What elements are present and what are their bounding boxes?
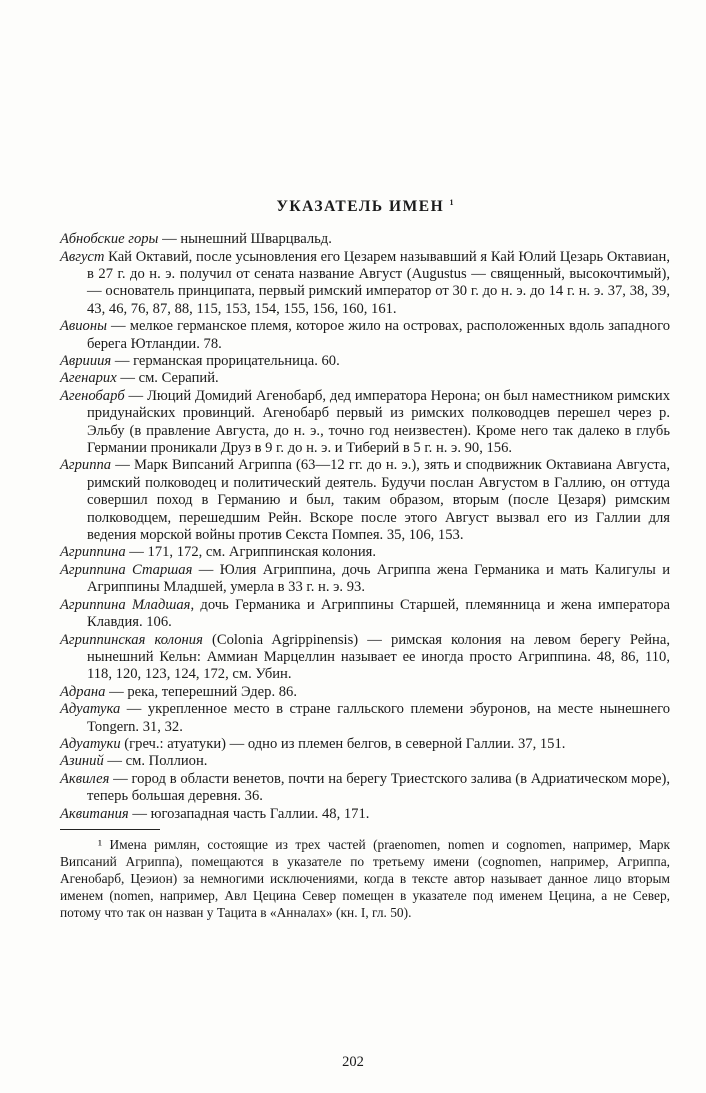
entry-text: — река, теперешний Эдер. 86. (105, 683, 297, 700)
entry-text: — Марк Випсаний Агриппа (63—12 гг. до н. э.), зять и сподвижник Октавиана Августа, римский полководец и политический деятель. Будучи послан Августом в Галлию, он оттуда совершил поход в Германию и был, таким образом, вторым (после Цезаря) римским полководцем, перешедшим Рейн. Вскоре после этого Август вызвал его из Галлии для ведения морской войны против Секста Помпея. 35, 106, 153. (87, 457, 670, 544)
entry-headword: Азиний (60, 753, 104, 770)
index-entry (60, 457, 670, 544)
entry-text: — см. Серапий. (116, 370, 219, 387)
title-text: УКАЗАТЕЛЬ ИМЕН (276, 198, 445, 216)
entry-headword: Адуатука (60, 701, 121, 718)
entry-headword: Агриппина Младшая (60, 596, 191, 613)
index-entry (60, 231, 670, 248)
entry-text: Кай Октавий, после усыновления его Цезарем называвший я Кай Юлий Цезарь Октавиан, в 27 г. до н. э. получил от сената название Август (Augustus — священный, высокочтимый), — основатель принципата, первый римский император от 30 г. до н. э. до 14 г. н. э. 37, 38, 39, 43, 46, 76, 87, 88, 115, 153, 154, 155, 156, 160, 161. (87, 248, 670, 317)
entry-headword: Адрана (60, 683, 106, 700)
entry-text: — см. Поллион. (103, 753, 208, 770)
entry-headword: Абнобские горы (60, 231, 159, 248)
index-entry (60, 701, 670, 736)
entry-text: — мелкое германское племя, которое жило на островах, расположенных вдоль западного берега Ютландии. 78. (87, 318, 670, 352)
entry-headword: Адуатуки (60, 735, 121, 752)
entry-text: (Colonia Agrippinensis) — римская колония на левом берегу Рейна, нынешний Кельн: Аммиан Марцеллин называет ее иногда просто Агриппина. 48, 86, 110, 118, 120, 123, 124, 172, см. Убин. (87, 631, 670, 683)
index-entry (60, 544, 670, 561)
index-entry (60, 684, 670, 701)
title-footnote-marker: 1 (449, 198, 454, 207)
entry-text: , дочь Германика и Агриппины Старшей, племянница и жена императора Клавдия. 106. (87, 596, 670, 631)
entry-text: — город в области венетов, почти на берегу Триестского залива (в Адриатическом море), теперь большая деревня. 36. (87, 770, 670, 805)
index-entry (60, 353, 670, 370)
entry-headword: Агриппинская колония (60, 631, 203, 648)
index-entry (60, 597, 670, 632)
footnote: ¹ Имена римлян, состоящие из трех частей (praenomen, nomen и cognomen, например, Марк Випсаний Агриппа), помещаются в указателе по третьему имени (cognomen, например, Агриппа, Агенобарб, Цеэион) за немногими исключениями, когда в тексте автор называет данное лицо вторым именем (nomen, например, Авл Цецина Север помещен в указателе под именем Цецина, а не Север, потому что так он назван у Тацита в «Анналах» (кн. I, гл. 50). (60, 836, 670, 920)
index-entry (60, 806, 670, 823)
entry-text: — нынешний Шварцвальд. (158, 231, 332, 248)
index-entry (60, 249, 670, 319)
entry-text: — югозападная часть Галлии. 48, 171. (128, 805, 370, 822)
index-entry (60, 318, 670, 353)
index-entry (60, 632, 670, 684)
entry-text: (греч.: атуатуки) — одно из племен белгов, в северной Галлии. 37, 151. (120, 735, 566, 752)
entry-text: — Люций Домидий Агенобарб, дед императора Нерона; он был наместником римских придунайских провинций. Агенобарб первый из римских полководцев перешел через р. Эльбу (в правление Августа, до н. э., точно год неизвестен). Кроме него так далеко в глубь Германии проникали Друз в 9 г. до н. э. и Тиберий в 5 г. н. э. 90, 156. (87, 387, 670, 457)
entry-headword: Авионы (60, 318, 107, 335)
index-page (60, 193, 670, 921)
entry-headword: Аквилея (60, 770, 110, 787)
page-title (60, 193, 670, 217)
entry-headword: Агенарих (60, 370, 117, 387)
footnote-divider (60, 829, 160, 830)
index-entry (60, 736, 670, 753)
index-entries (60, 231, 670, 823)
entry-text: — 171, 172, см. Агриппинская колония. (125, 544, 376, 561)
entry-headword: Аквитания (60, 805, 129, 822)
entry-headword: Август (60, 248, 105, 265)
index-entry (60, 753, 670, 770)
index-entry (60, 771, 670, 806)
index-entry (60, 562, 670, 597)
entry-headword: Агриппа (60, 457, 112, 474)
entry-headword: Агриппина (60, 544, 126, 561)
page-number: 202 (342, 1054, 364, 1070)
entry-text: — германская прорицательница. 60. (111, 353, 340, 369)
index-entry (60, 370, 670, 387)
entry-headword: Агриппина Старшая (60, 561, 193, 578)
index-entry (60, 388, 670, 458)
entry-text: — укрепленное место в стране галльского племени эбуронов, на месте нынешнего Tongern. 31, 32. (87, 701, 670, 735)
entry-headword: Агенобарб (60, 387, 125, 404)
entry-headword: Аврииия (60, 353, 112, 369)
entry-text: — Юлия Агриппина, дочь Агриппа жена Германика и мать Калигулы и Агриппины Младшей, умерла в 33 г. н. э. 93. (87, 561, 671, 596)
